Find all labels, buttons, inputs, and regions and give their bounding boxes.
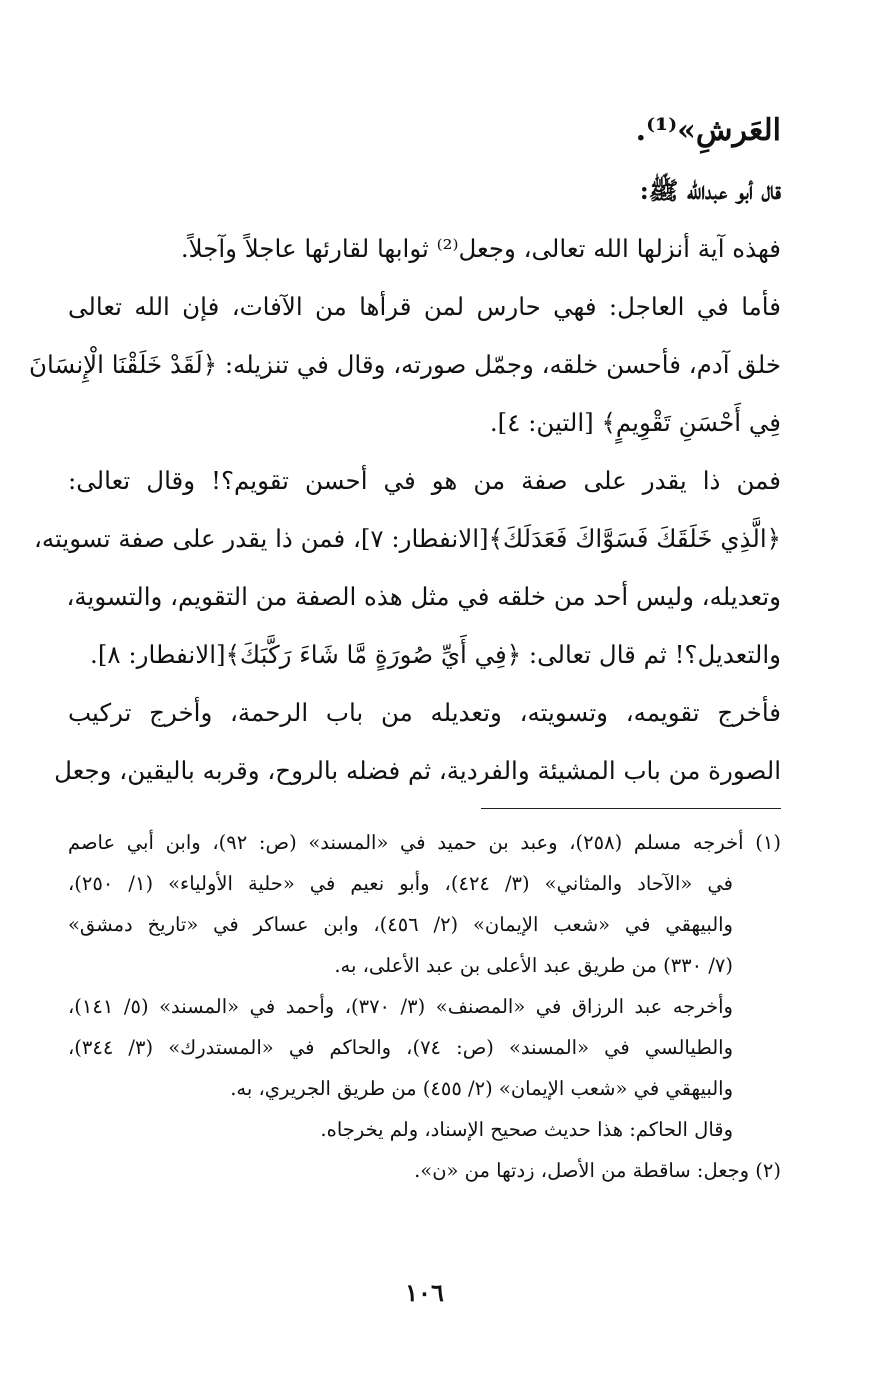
body-line-11: فأخرج تقويمه، وتسويته، وتعديله من باب الرحمة، وأخرج تركيب — [68, 698, 781, 727]
footnote-1-line-5: وأخرجه عبد الرزاق في «المصنف» (٣/ ٣٧٠)، وأحمد في «المسند» (٥/ ١٤١)، — [68, 995, 733, 1018]
footnote-1-line-7: والبيهقي في «شعب الإيمان» (٢/ ٤٥٥) من طريق الجريري، به. — [230, 1077, 733, 1100]
footnote-1-line-1: (١) أخرجه مسلم (٢٥٨)، وعبد بن حميد في «المسند» (ص: ٩٢)، وابن أبي عاصم — [68, 831, 781, 854]
page-number: ١٠٦ — [405, 1278, 444, 1307]
body-line-5: خلق آدم، فأحسن خلقه، وجمّل صورته، وقال في تنزيله: ﴿لَقَدْ خَلَقْنَا الْإِنسَانَ — [29, 350, 781, 379]
page-body — [29, 100, 781, 1388]
footnote-1-line-4: (٧/ ٣٣٠) من طريق عبد الأعلى بن عبد الأعلى، به. — [334, 954, 733, 977]
footnote-separator — [481, 808, 781, 809]
body-line-12: الصورة من باب المشيئة والفردية، ثم فضله بالروح، وقربه باليقين، وجعل — [54, 756, 781, 785]
body-line-6: فِي أَحْسَنِ تَقْوِيمٍ﴾ [التين: ٤]. — [489, 408, 781, 437]
body-line-7: فمن ذا يقدر على صفة من هو في أحسن تقويم؟! وقال تعالى: — [68, 466, 781, 495]
footnote-1-line-8: وقال الحاكم: هذا حديث صحيح الإسناد، ولم يخرجاه. — [320, 1118, 733, 1141]
body-line-4: فأما في العاجل: فهي حارس لمن قرأها من الآفات، فإن الله تعالى — [68, 292, 781, 321]
body-line-8: ﴿الَّذِي خَلَقَكَ فَسَوَّاكَ فَعَدَلَكَ﴾[الانفطار: ٧]، فمن ذا يقدر على صفة تسويته، — [34, 524, 781, 553]
footnote-1-line-3: والبيهقي في «شعب الإيمان» (٢/ ٤٥٦)، وابن عساكر في «تاريخ دمشق» — [68, 913, 733, 936]
footnote-1-line-6: والطيالسي في «المسند» (ص: ٧٤)، والحاكم في «المستدرك» (٣/ ٣٤٤)، — [68, 1036, 733, 1059]
body-line-3: فهذه آية أنزلها الله تعالى، وجعل⁽²⁾ ثوابها لقارئها عاجلاً وآجلاً. — [180, 234, 781, 263]
footnotes — [68, 822, 781, 1191]
body-line-10: والتعديل؟! ثم قال تعالى: ﴿فِي أَيِّ صُورَةٍ مَّا شَاءَ رَكَّبَكَ﴾[الانفطار: ٨]. — [90, 640, 781, 669]
footnote-2: (٢) وجعل: ساقطة من الأصل، زدتها من «ن». — [414, 1159, 781, 1182]
footnote-1-line-2: في «الآحاد والمثاني» (٣/ ٤٢٤)، وأبو نعيم في «حلية الأولياء» (١/ ٢٥٠)، — [68, 872, 733, 895]
body-line-9: وتعديله، وليس أحد من خلقه في مثل هذه الصفة من التقويم، والتسوية، — [66, 582, 781, 611]
section-heading: قال أبو عبدالله ﷺ: — [639, 176, 781, 205]
body-line-1: العَرشِ»⁽¹⁾. — [635, 113, 781, 148]
